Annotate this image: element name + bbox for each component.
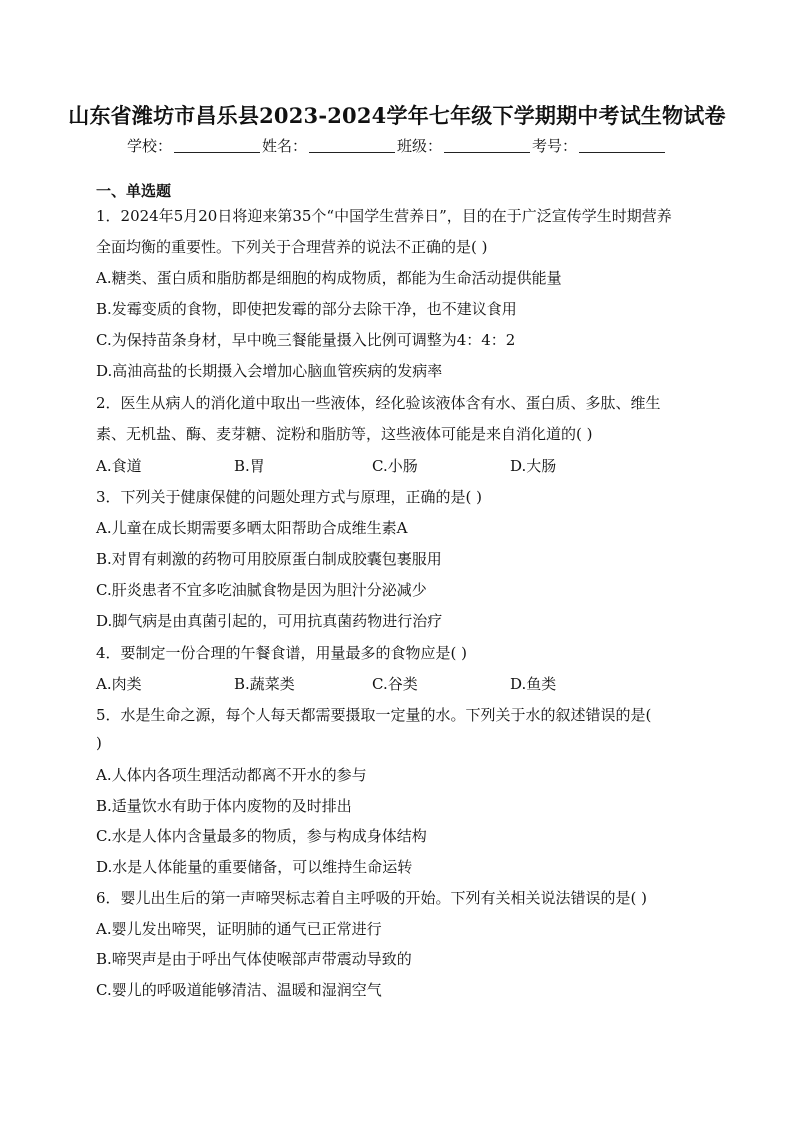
question-4-option-b[interactable]: B.蔬菜类 bbox=[234, 675, 295, 693]
question-2-option-b[interactable]: B.胃 bbox=[234, 457, 265, 475]
question-1-option-c[interactable]: C.为保持苗条身材，早中晚三餐能量摄入比例可调整为4：4：2 bbox=[96, 331, 516, 349]
question-3-option-b[interactable]: B.对胃有刺激的药物可用胶原蛋白制成胶囊包裹服用 bbox=[96, 550, 442, 568]
question-5-stem-line-1: 5．水是生命之源，每个人每天都需要摄取一定量的水。下列关于水的叙述错误的是( bbox=[96, 706, 652, 724]
question-1-stem-line-2: 全面均衡的重要性。下列关于合理营养的说法不正确的是( ) bbox=[96, 238, 488, 256]
question-6-option-a[interactable]: A.婴儿发出啼哭，证明肺的通气已正常进行 bbox=[96, 920, 382, 938]
question-1-option-d[interactable]: D.高油高盐的长期摄入会增加心脑血管疾病的发病率 bbox=[96, 362, 443, 380]
question-1-option-a[interactable]: A.糖类、蛋白质和脂肪都是细胞的构成物质，都能为生命活动提供能量 bbox=[96, 269, 562, 287]
question-2-option-c[interactable]: C.小肠 bbox=[372, 457, 418, 475]
question-6-stem: 6．婴儿出生后的第一声啼哭标志着自主呼吸的开始。下列有关相关说法错误的是( ) bbox=[96, 889, 648, 907]
school-blank[interactable] bbox=[174, 138, 260, 153]
question-4-stem: 4．要制定一份合理的午餐食谱，用量最多的食物应是( ) bbox=[96, 644, 468, 662]
student-info-line bbox=[0, 135, 794, 156]
question-3-stem: 3．下列关于健康保健的问题处理方式与原理，正确的是( ) bbox=[96, 488, 483, 506]
question-3-option-a[interactable]: A.儿童在成长期需要多晒太阳帮助合成维生素A bbox=[96, 519, 408, 537]
question-3-option-c[interactable]: C.肝炎患者不宜多吃油腻食物是因为胆汁分泌减少 bbox=[96, 581, 427, 599]
question-5-option-d[interactable]: D.水是人体能量的重要储备，可以维持生命运转 bbox=[96, 858, 413, 876]
school-label: 学校： bbox=[126, 137, 172, 155]
question-2-option-a[interactable]: A.食道 bbox=[96, 457, 142, 475]
question-4-option-d[interactable]: D.鱼类 bbox=[510, 675, 557, 693]
question-4-option-c[interactable]: C.谷类 bbox=[372, 675, 418, 693]
question-5-option-b[interactable]: B.适量饮水有助于体内废物的及时排出 bbox=[96, 797, 352, 815]
question-6-option-c[interactable]: C.婴儿的呼吸道能够清洁、温暖和湿润空气 bbox=[96, 981, 382, 999]
question-5-stem-line-2: ) bbox=[96, 734, 102, 752]
section-heading: 一、单选题 bbox=[96, 182, 172, 200]
question-2-stem-line-1: 2．医生从病人的消化道中取出一些液体，经化验该液体含有水、蛋白质、多肽、维生 bbox=[96, 394, 661, 412]
name-label: 姓名： bbox=[261, 137, 307, 155]
class-blank[interactable] bbox=[444, 138, 530, 153]
question-2-option-d[interactable]: D.大肠 bbox=[510, 457, 557, 475]
class-label: 班级： bbox=[397, 137, 443, 155]
number-label: 考号： bbox=[532, 137, 578, 155]
question-1-stem-line-1: 1．2024年5月20日将迎来第35个“中国学生营养日”，目的在于广泛宣传学生时期营养 bbox=[96, 207, 672, 225]
exam-title: 山东省潍坊市昌乐县2023-2024学年七年级下学期期中考试生物试卷 bbox=[68, 103, 726, 128]
number-blank[interactable] bbox=[579, 138, 665, 153]
question-4-option-a[interactable]: A.肉类 bbox=[96, 675, 142, 693]
name-blank[interactable] bbox=[309, 138, 395, 153]
question-3-option-d[interactable]: D.脚气病是由真菌引起的，可用抗真菌药物进行治疗 bbox=[96, 612, 443, 630]
question-1-option-b[interactable]: B.发霉变质的食物，即使把发霉的部分去除干净，也不建议食用 bbox=[96, 300, 517, 318]
question-5-option-a[interactable]: A.人体内各项生理活动都离不开水的参与 bbox=[96, 766, 367, 784]
question-6-option-b[interactable]: B.啼哭声是由于呼出气体使喉部声带震动导致的 bbox=[96, 950, 412, 968]
question-5-option-c[interactable]: C.水是人体内含量最多的物质，参与构成身体结构 bbox=[96, 827, 427, 845]
question-2-stem-line-2: 素、无机盐、酶、麦芽糖、淀粉和脂肪等，这些液体可能是来自消化道的( ) bbox=[96, 425, 593, 443]
